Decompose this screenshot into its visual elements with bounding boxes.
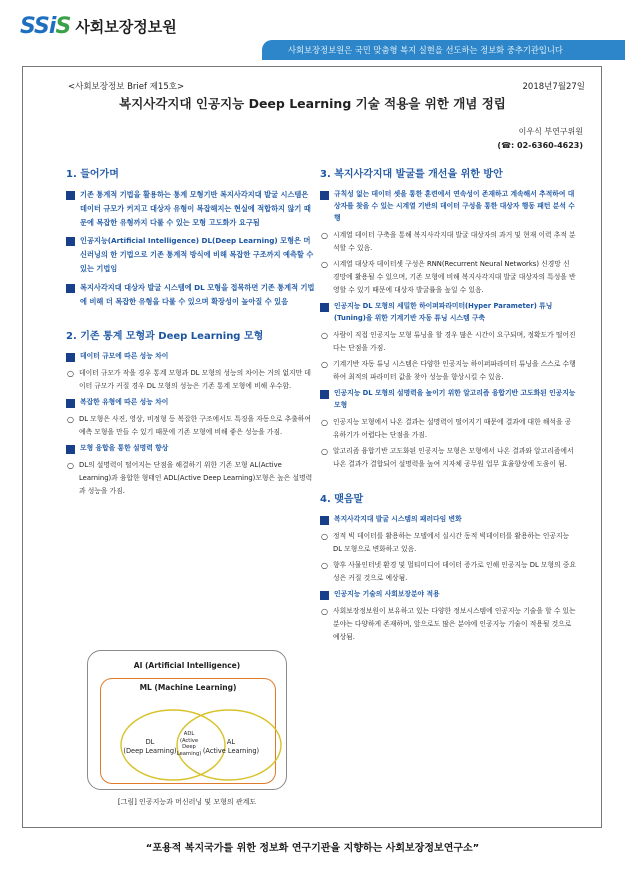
bullet-block: 인공지능(Artificial Intelligence) DL(Deep Learning) 모형은 머신러닝의 한 기법으로 기존 통계적 방식에 비해 복잡한 구조까지 예측할 수 있는 기법임 [66,234,316,275]
circle-item: ○ 알고리즘 융합기반 고도화된 인공지능 모형은 모형에서 나온 결과와 알고리즘에서 나온 결과가 결합되어 설명력을 높여 지자체 공무원 업무 효율향상에 도움이 됨. [320,445,576,471]
circle-item: ○ DL의 설명력이 떨어지는 단점을 해결하기 위한 기존 모형 AL(Active Learning)과 융합한 형태인 ADL(Active Deep Learning)모형은 높은 설명력과 성능을 가짐. [66,459,316,498]
logo-name: 사회보장정보원 [75,18,177,36]
bullet-block: 인공지능 DL 모형의 설명력을 높이기 위한 알고리즘 융합기반 고도화된 인공지능 모형 [320,387,576,411]
diagram-al-label: AL (Active Learning) [202,738,260,755]
figure-caption: [그림] 인공지능과 머신러닝 및 모형의 관계도 [117,798,257,806]
circle-item: ○ 인공지능 모형에서 나온 결과는 설명력이 떨어지기 때문에 결과에 대한 해석을 공유하기가 어렵다는 단점을 가짐. [320,416,576,442]
footer-motto: “포용적 복지국가를 위한 정보화 연구기관을 지향하는 사회보장정보연구소” [145,843,480,854]
circle-item: ○ 기계기반 자동 튜닝 시스템은 다양한 인공지능 하이퍼파라미터 튜닝을 스스로 수행하여 최적의 파라미터 값을 찾아 성능을 향상시킬 수 있음. [320,358,576,384]
square-bullet-icon [320,303,329,312]
header-banner: 사회보장정보원은 국민 맞춤형 복지 실현을 선도하는 정보화 중추기관입니다 [262,40,625,60]
bullet-block: 모형 융합을 통한 설명력 향상 [66,442,316,454]
bullet-block: 데이터 규모에 따른 성능 차이 [66,350,316,362]
square-bullet-icon [320,191,329,200]
page-header [0,0,625,64]
diagram-dl-label: DL (Deep Learning) [123,738,177,755]
logo [20,14,177,39]
right-column [320,168,576,647]
section-heading: 1. 들어가며 [66,169,119,180]
circle-item: ○ 데이터 규모가 작을 경우 통계 모형과 DL 모형의 성능의 차이는 거의 없지만 데이터 규모가 커질 경우 DL 모형의 성능은 기존 통계 모형에 비해 우수함. [66,367,316,393]
bullet-block: 복잡한 유형에 따른 성능 차이 [66,396,316,408]
circle-item: ○ 사람이 직접 인공지능 모형 튜닝을 할 경우 많은 시간이 요구되며, 정확도가 떨어진다는 단점을 가짐. [320,329,576,355]
bullet-block: 복지사각지대 발굴 시스템의 패러다임 변화 [320,513,576,525]
phone: (☎: 02-6360-4623) [497,141,583,150]
diagram-ml-label: ML (Machine Learning) [139,683,237,692]
ai-relationship-diagram [87,650,287,790]
square-bullet-icon [66,191,75,200]
bullet-block: 기존 통계적 기법을 활용하는 통계 모형기반 복지사각지대 발굴 시스템은 데이터 규모가 커지고 대상자 유형이 복잡해지는 현실에 적합하지 않기 때문에 복잡한 유형까지 다룰 수 있는 모형 고도화가 요구됨 [66,188,316,229]
section-heading: 2. 기존 통계 모형과 Deep Learning 모형 [66,331,264,343]
circle-item: ○ DL 모형은 사진, 영상, 비정형 등 복잡한 구조에서도 특징을 자동으로 추출하여 예측 모형을 만들 수 있기 때문에 기존 모형에 비해 좋은 성능을 가짐. [66,413,316,439]
square-bullet-icon [66,445,75,454]
author: 이우식 부연구위원 [518,127,583,136]
circle-item: ○ 시계열 데이터 구축을 통해 복지사각지대 발굴 대상자의 과거 및 현재 이력 추적 분석할 수 있음. [320,229,576,255]
section-heading: 4. 맺음말 [320,494,364,505]
publish-date: 2018년7월27일 [522,82,585,92]
bullet-block: 인공지능 DL 모형의 세밀한 하이퍼파라미터(Hyper Parameter) 튜닝(Tuning)을 위한 기계기반 자동 튜닝 시스템 구축 [320,300,576,324]
square-bullet-icon [66,353,75,362]
bullet-block: 인공지능 기술의 사회보장분야 적용 [320,588,576,600]
square-bullet-icon [66,237,75,246]
page-title: 복지사각지대 인공지능 Deep Learning 기술 적용을 위한 개념 정립 [119,96,506,111]
circle-item: ○ 정적 빅 데이터를 활용하는 모델에서 실시간 동적 빅데이터를 활용하는 인공지능 DL 모형으로 변화하고 있음. [320,530,576,556]
logo-mark: SSiS [20,14,71,39]
square-bullet-icon [320,516,329,525]
square-bullet-icon [66,399,75,408]
brief-number: <사회보장정보 Brief 제15호> [68,82,185,92]
bullet-block: 규칙성 없는 데이터 셋을 통한 훈련에서 연속성이 존재하고 계속해서 추적하여 대상자를 찾을 수 있는 시계열 기반의 데이터 구성을 통한 대상자 행동 패턴 분석 수행 [320,188,576,224]
square-bullet-icon [66,284,75,293]
circle-item: ○ 향후 사물인터넷 환경 및 멀티미디어 데이터 증가로 인해 인공지능 DL 모형의 중요성은 커질 것으로 예상됨. [320,559,576,585]
circle-item: ○ 시계열 대상자 데이터셋 구성은 RNN(Recurrent Neural Networks) 신경망 신경망에 활용될 수 있으며, 기존 모형에 비해 복지사각지대 발굴 대상자의 특성을 반영할 수 있기 때문에 대상자 발굴률을 높일 수 있음. [320,258,576,297]
square-bullet-icon [320,390,329,399]
bullet-block: 복지사각지대 대상자 발굴 시스템에 DL 모형을 접목하면 기존 통계적 기법에 비해 더 복잡한 유형을 다룰 수 있으며 확장성이 높아질 수 있음 [66,281,316,309]
circle-item: ○ 사회보장정보원이 보유하고 있는 다양한 정보시스템에 인공지능 기술을 할 수 있는 분야는 다양하게 존재하며, 앞으로도 많은 분야에 인공지능 기술이 적용될 것으로 예상됨. [320,605,576,644]
square-bullet-icon [320,591,329,600]
diagram-ml-box [100,678,276,784]
diagram-ai-label: AI (Artificial Intelligence) [133,661,241,670]
section-heading: 3. 복지사각지대 발굴를 개선을 위한 방안 [320,169,503,180]
diagram-adl-label: ADL (Active Deep Learning) [176,731,202,757]
left-column [66,168,316,501]
